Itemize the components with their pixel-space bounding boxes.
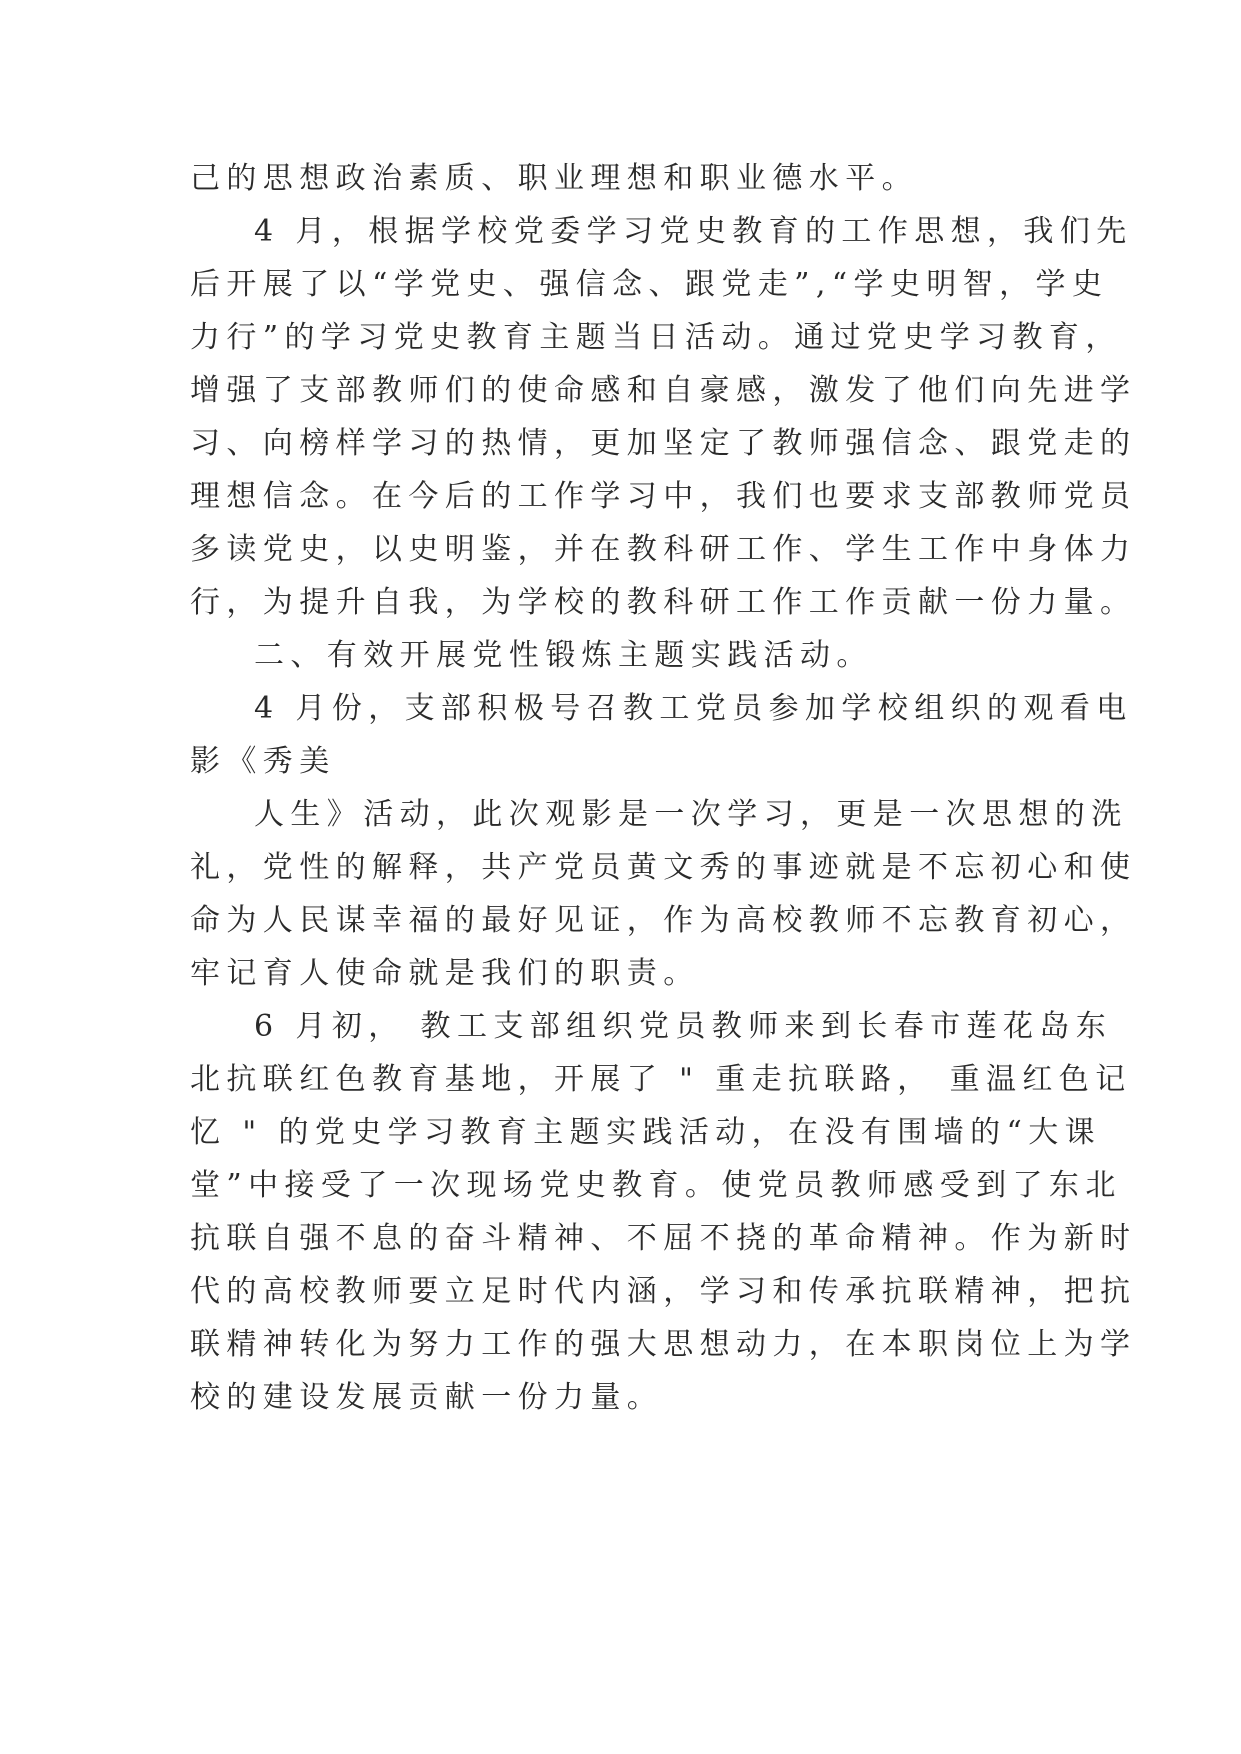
- text-line: 北抗联红色教育基地，开展了 " 重走抗联路， 重温红色记: [190, 1062, 1132, 1097]
- text-line: 礼，党性的解释，共产党员黄文秀的事迹就是不忘初心和使: [190, 850, 1137, 885]
- section-heading: 二、有效开展党性锻炼主题实践活动。: [254, 638, 873, 673]
- text-line: 影《秀美: [190, 744, 336, 779]
- text-line: 校的建设发展贡献一份力量。: [190, 1380, 664, 1415]
- text-line: 堂”中接受了一次现场党史教育。使党员教师感受到了东北: [190, 1168, 1122, 1203]
- text-line: 忆 " 的党史学习教育主题实践活动，在没有围墙的“大课: [190, 1115, 1102, 1150]
- text-line: 多读党史，以史明鉴，并在教科研工作、学生工作中身体力: [190, 532, 1137, 567]
- text-line: 力行”的学习党史教育主题当日活动。通过党史学习教育，: [190, 320, 1122, 355]
- text-line: 习、向榜样学习的热情，更加坚定了教师强信念、跟党走的: [190, 426, 1137, 461]
- text-line: 人生》活动，此次观影是一次学习，更是一次思想的洗: [254, 797, 1128, 832]
- text-line: 4 月，根据学校党委学习党史教育的工作思想，我们先: [254, 214, 1133, 249]
- text-line: 行，为提升自我，为学校的教科研工作工作贡献一份力量。: [190, 585, 1137, 620]
- text-line: 4 月份，支部积极号召教工党员参加学校组织的观看电: [254, 691, 1133, 726]
- text-line: 增强了支部教师们的使命感和自豪感，激发了他们向先进学: [190, 373, 1137, 408]
- text-line: 抗联自强不息的奋斗精神、不屈不挠的革命精神。作为新时: [190, 1221, 1137, 1256]
- text-line: 联精神转化为努力工作的强大思想动力，在本职岗位上为学: [190, 1327, 1137, 1362]
- text-line: 牢记育人使命就是我们的职责。: [190, 956, 700, 991]
- text-line: 6 月初， 教工支部组织党员教师来到长春市莲花岛东: [254, 1009, 1113, 1044]
- text-line: 己的思想政治素质、职业理想和职业德水平。: [190, 161, 918, 196]
- text-line: 命为人民谋幸福的最好见证，作为高校教师不忘教育初心，: [190, 903, 1137, 938]
- text-line: 代的高校教师要立足时代内涵，学习和传承抗联精神，把抗: [190, 1274, 1137, 1309]
- text-line: 理想信念。在今后的工作学习中，我们也要求支部教师党员: [190, 479, 1137, 514]
- text-line: 后开展了以“学党史、强信念、跟党走”,“学史明智，学史: [190, 267, 1109, 302]
